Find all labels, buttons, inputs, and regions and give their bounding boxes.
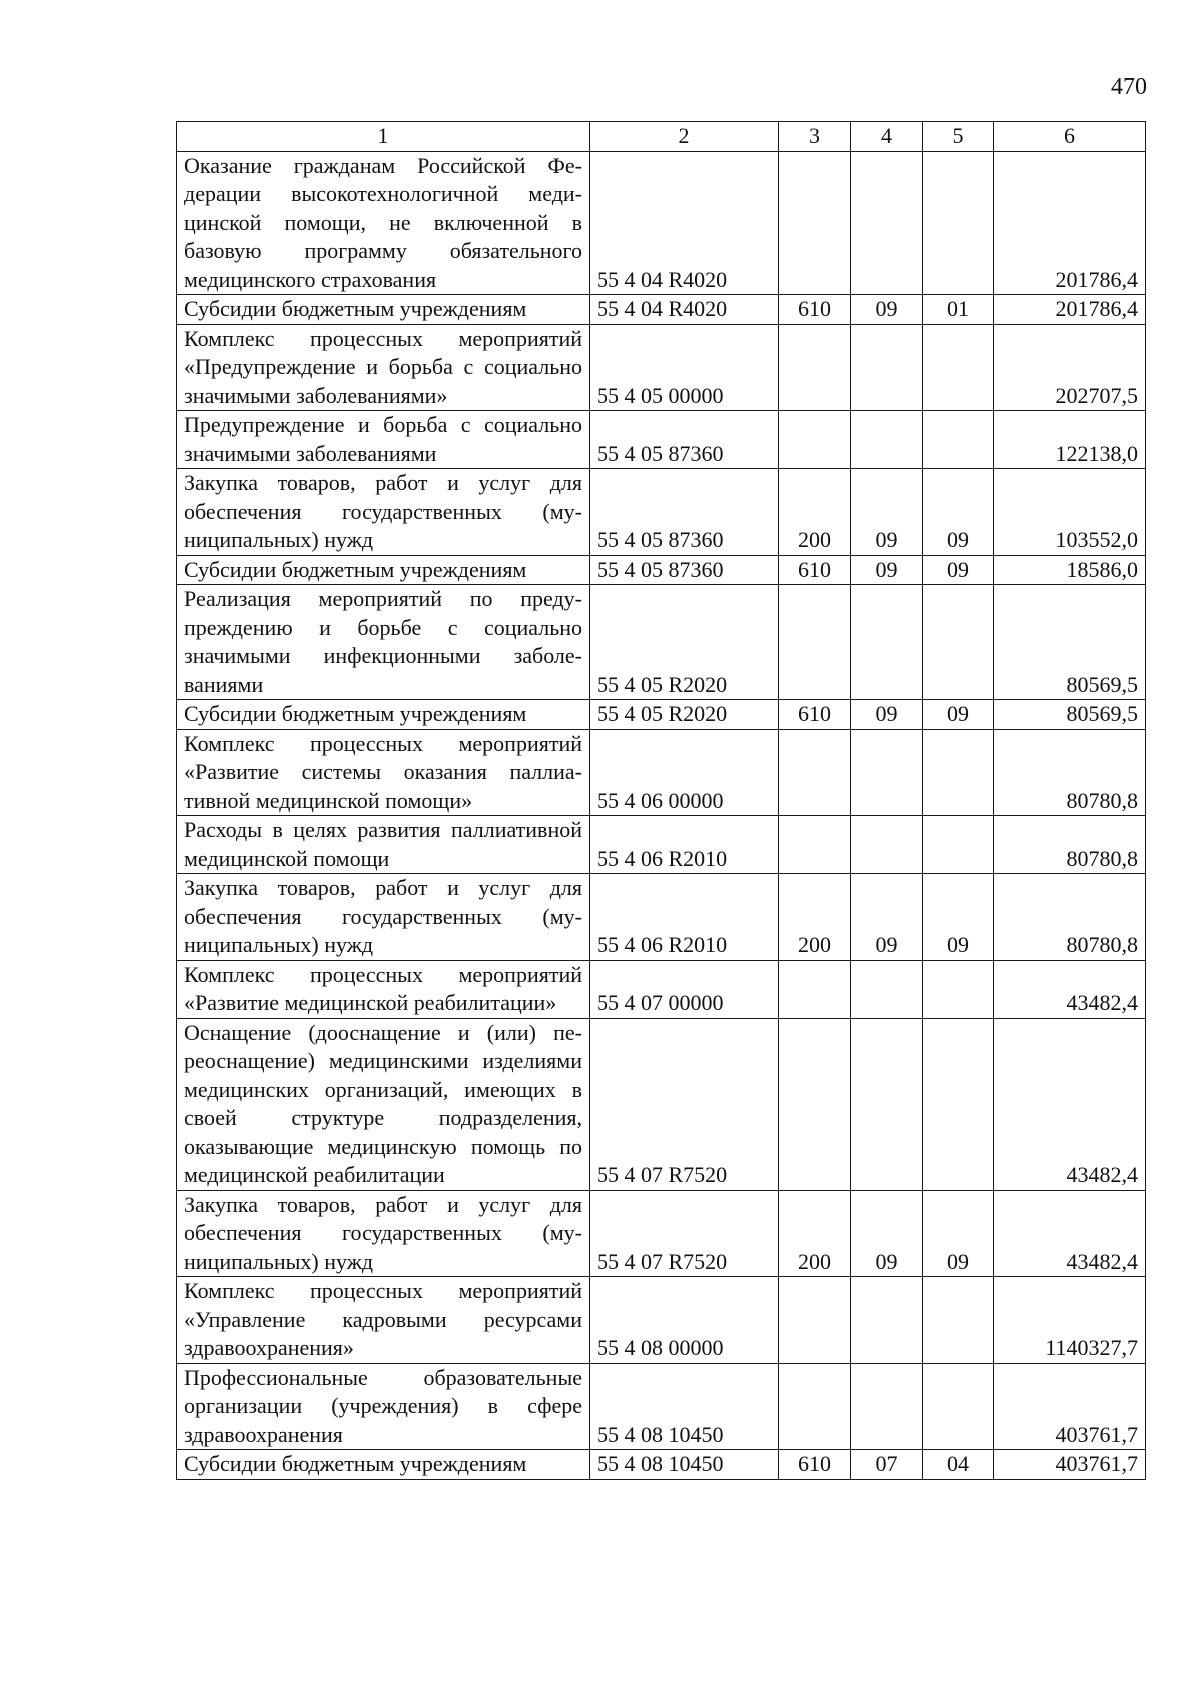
cell-expense-type: 610: [779, 1450, 851, 1480]
cell-section: [851, 1363, 923, 1450]
cell-amount: 201786,4: [994, 151, 1146, 295]
cell-section: [851, 411, 923, 469]
cell-expense-type: [779, 1363, 851, 1450]
table-row: [177, 874, 1146, 961]
cell-section: 09: [851, 1190, 923, 1277]
cell-expense-type: [779, 151, 851, 295]
cell-section: [851, 960, 923, 1018]
table-row: [177, 960, 1146, 1018]
column-header-4: 4: [851, 122, 923, 152]
cell-section: [851, 816, 923, 874]
cell-name: Закупка товаров, работ и услуг для обеспечения государственных (муниципальных) нужд: [177, 1190, 590, 1277]
cell-expense-type: [779, 324, 851, 411]
cell-section: 09: [851, 469, 923, 556]
cell-amount: 103552,0: [994, 469, 1146, 556]
cell-section: 09: [851, 295, 923, 325]
cell-name: Субсидии бюджетным учреждениям: [177, 1450, 590, 1480]
table-row: [177, 151, 1146, 295]
cell-section: [851, 151, 923, 295]
cell-amount: 80780,8: [994, 816, 1146, 874]
cell-expense-type: [779, 816, 851, 874]
cell-expense-type: 200: [779, 1190, 851, 1277]
cell-subsection: [923, 411, 994, 469]
table-row: [177, 1450, 1146, 1480]
table-row: [177, 729, 1146, 816]
cell-subsection: [923, 1018, 994, 1190]
cell-target-code: 55 4 05 00000: [590, 324, 779, 411]
cell-target-code: 55 4 07 R7520: [590, 1190, 779, 1277]
cell-name: Закупка товаров, работ и услуг для обеспечения государственных (муниципальных) нужд: [177, 469, 590, 556]
cell-section: 09: [851, 700, 923, 730]
cell-target-code: 55 4 05 87360: [590, 411, 779, 469]
cell-subsection: [923, 729, 994, 816]
cell-name: Субсидии бюджетным учреждениям: [177, 295, 590, 325]
cell-subsection: 09: [923, 874, 994, 961]
cell-amount: 80569,5: [994, 700, 1146, 730]
cell-subsection: [923, 816, 994, 874]
column-header-3: 3: [779, 122, 851, 152]
cell-subsection: [923, 1277, 994, 1364]
cell-amount: 80780,8: [994, 874, 1146, 961]
cell-name: Профессиональные образовательные организации (учреждения) в сфере здравоохранения: [177, 1363, 590, 1450]
page-number: 470: [1111, 74, 1147, 100]
cell-section: [851, 585, 923, 700]
cell-target-code: 55 4 06 R2010: [590, 816, 779, 874]
column-header-6: 6: [994, 122, 1146, 152]
cell-expense-type: [779, 1277, 851, 1364]
table-row: [177, 1277, 1146, 1364]
cell-amount: 80780,8: [994, 729, 1146, 816]
cell-expense-type: [779, 960, 851, 1018]
table-row: [177, 295, 1146, 325]
cell-subsection: [923, 960, 994, 1018]
cell-subsection: 01: [923, 295, 994, 325]
cell-section: 09: [851, 874, 923, 961]
column-header-5: 5: [923, 122, 994, 152]
cell-expense-type: 200: [779, 469, 851, 556]
cell-section: [851, 1018, 923, 1190]
cell-target-code: 55 4 08 10450: [590, 1450, 779, 1480]
cell-name: Субсидии бюджетным учреждениям: [177, 700, 590, 730]
cell-subsection: [923, 151, 994, 295]
cell-subsection: [923, 324, 994, 411]
budget-table: [176, 121, 1146, 1480]
cell-amount: 1140327,7: [994, 1277, 1146, 1364]
cell-expense-type: 610: [779, 295, 851, 325]
table-row: [177, 700, 1146, 730]
cell-expense-type: 610: [779, 555, 851, 585]
cell-amount: 43482,4: [994, 1190, 1146, 1277]
cell-target-code: 55 4 05 R2020: [590, 585, 779, 700]
header-row: [177, 122, 1146, 152]
cell-name: Расходы в целях развития паллиативной медицинской помощи: [177, 816, 590, 874]
cell-name: Комплекс процессных мероприятий «Управление кадровыми ресурсами здравоохранения»: [177, 1277, 590, 1364]
cell-name: Реализация мероприятий по предупреждению и борьбе с социально значимыми инфекционными заболеваниями: [177, 585, 590, 700]
cell-section: [851, 1277, 923, 1364]
cell-target-code: 55 4 05 87360: [590, 555, 779, 585]
cell-target-code: 55 4 07 00000: [590, 960, 779, 1018]
cell-name: Закупка товаров, работ и услуг для обеспечения государственных (муниципальных) нужд: [177, 874, 590, 961]
column-header-1: 1: [177, 122, 590, 152]
cell-amount: 18586,0: [994, 555, 1146, 585]
cell-name: Комплекс процессных мероприятий «Развитие системы оказания паллиативной медицинской помощи»: [177, 729, 590, 816]
cell-target-code: 55 4 04 R4020: [590, 151, 779, 295]
cell-name: Комплекс процессных мероприятий «Развитие медицинской реабилитации»: [177, 960, 590, 1018]
cell-target-code: 55 4 06 00000: [590, 729, 779, 816]
table-row: [177, 411, 1146, 469]
cell-target-code: 55 4 04 R4020: [590, 295, 779, 325]
table-row: [177, 1018, 1146, 1190]
cell-amount: 80569,5: [994, 585, 1146, 700]
cell-name: Оснащение (дооснащение и (или) переоснащение) медицинскими изделиями медицинских организаций, имеющих в своей структуре подразделения, оказывающие медицинскую помощь по медицинской реабилитации: [177, 1018, 590, 1190]
cell-subsection: [923, 585, 994, 700]
table-row: [177, 555, 1146, 585]
cell-amount: 202707,5: [994, 324, 1146, 411]
cell-name: Предупреждение и борьба с социально значимыми заболеваниями: [177, 411, 590, 469]
table-row: [177, 816, 1146, 874]
cell-expense-type: [779, 729, 851, 816]
cell-subsection: 09: [923, 469, 994, 556]
cell-target-code: 55 4 05 R2020: [590, 700, 779, 730]
cell-target-code: 55 4 08 10450: [590, 1363, 779, 1450]
cell-amount: 122138,0: [994, 411, 1146, 469]
cell-subsection: 09: [923, 700, 994, 730]
cell-section: [851, 324, 923, 411]
cell-expense-type: [779, 585, 851, 700]
cell-amount: 201786,4: [994, 295, 1146, 325]
cell-amount: 43482,4: [994, 1018, 1146, 1190]
table-header: [177, 122, 1146, 152]
cell-subsection: 04: [923, 1450, 994, 1480]
cell-section: [851, 729, 923, 816]
cell-amount: 43482,4: [994, 960, 1146, 1018]
cell-subsection: 09: [923, 1190, 994, 1277]
cell-amount: 403761,7: [994, 1450, 1146, 1480]
cell-target-code: 55 4 05 87360: [590, 469, 779, 556]
cell-section: 09: [851, 555, 923, 585]
cell-subsection: [923, 1363, 994, 1450]
cell-name: Субсидии бюджетным учреждениям: [177, 555, 590, 585]
table-row: [177, 1363, 1146, 1450]
cell-expense-type: 200: [779, 874, 851, 961]
cell-target-code: 55 4 06 R2010: [590, 874, 779, 961]
cell-expense-type: [779, 1018, 851, 1190]
cell-expense-type: 610: [779, 700, 851, 730]
table-body: [177, 151, 1146, 1479]
table-row: [177, 324, 1146, 411]
cell-name: Комплекс процессных мероприятий «Предупреждение и борьба с социально значимыми заболеваниями»: [177, 324, 590, 411]
table-row: [177, 469, 1146, 556]
table-row: [177, 1190, 1146, 1277]
cell-amount: 403761,7: [994, 1363, 1146, 1450]
cell-name: Оказание гражданам Российской Федерации высокотехнологичной медицинской помощи, не включенной в базовую программу обязательного медицинского страхования: [177, 151, 590, 295]
cell-expense-type: [779, 411, 851, 469]
column-header-2: 2: [590, 122, 779, 152]
cell-subsection: 09: [923, 555, 994, 585]
cell-section: 07: [851, 1450, 923, 1480]
cell-target-code: 55 4 08 00000: [590, 1277, 779, 1364]
cell-target-code: 55 4 07 R7520: [590, 1018, 779, 1190]
table-row: [177, 585, 1146, 700]
